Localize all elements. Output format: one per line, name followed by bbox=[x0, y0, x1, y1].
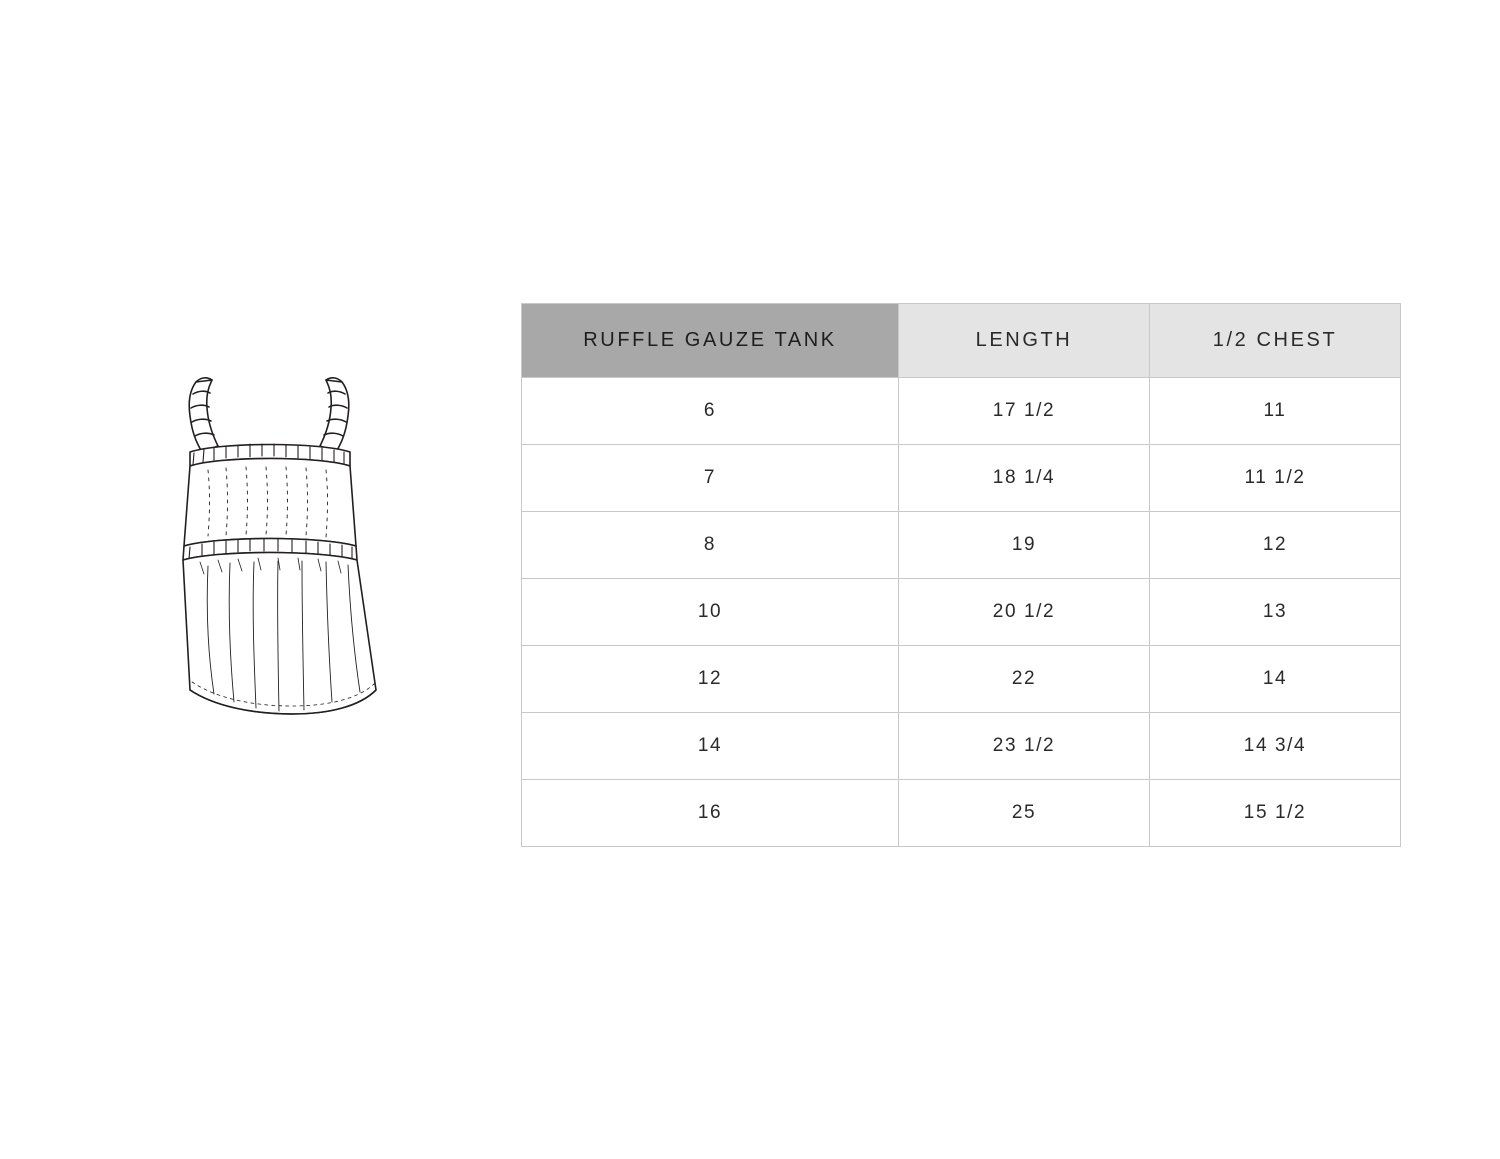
cell-size: 14 bbox=[522, 713, 899, 780]
table-row bbox=[522, 713, 1401, 780]
cell-length: 20 1/2 bbox=[899, 579, 1150, 646]
cell-half-chest: 11 1/2 bbox=[1150, 445, 1401, 512]
cell-length: 22 bbox=[899, 646, 1150, 713]
cell-half-chest: 15 1/2 bbox=[1150, 780, 1401, 847]
cell-half-chest: 14 3/4 bbox=[1150, 713, 1401, 780]
cell-half-chest: 12 bbox=[1150, 512, 1401, 579]
cell-size: 10 bbox=[522, 579, 899, 646]
cell-length: 17 1/2 bbox=[899, 378, 1150, 445]
cell-length: 25 bbox=[899, 780, 1150, 847]
header-half-chest: 1/2 CHEST bbox=[1150, 304, 1401, 378]
header-product-name: RUFFLE GAUZE TANK bbox=[522, 304, 899, 378]
cell-half-chest: 11 bbox=[1150, 378, 1401, 445]
cell-size: 12 bbox=[522, 646, 899, 713]
cell-size: 6 bbox=[522, 378, 899, 445]
table-row bbox=[522, 445, 1401, 512]
cell-half-chest: 13 bbox=[1150, 579, 1401, 646]
right-strap-icon bbox=[320, 378, 349, 452]
cell-size: 8 bbox=[522, 512, 899, 579]
cell-half-chest: 14 bbox=[1150, 646, 1401, 713]
cell-length: 18 1/4 bbox=[899, 445, 1150, 512]
left-strap-icon bbox=[189, 378, 218, 452]
size-chart-table bbox=[521, 303, 1401, 847]
garment-illustration bbox=[160, 360, 430, 750]
cell-size: 7 bbox=[522, 445, 899, 512]
cell-length: 19 bbox=[899, 512, 1150, 579]
cell-size: 16 bbox=[522, 780, 899, 847]
table-row bbox=[522, 512, 1401, 579]
table-row bbox=[522, 579, 1401, 646]
table-row bbox=[522, 378, 1401, 445]
table-row bbox=[522, 646, 1401, 713]
table-header-row bbox=[522, 304, 1401, 378]
header-length: LENGTH bbox=[899, 304, 1150, 378]
table-row bbox=[522, 780, 1401, 847]
cell-length: 23 1/2 bbox=[899, 713, 1150, 780]
